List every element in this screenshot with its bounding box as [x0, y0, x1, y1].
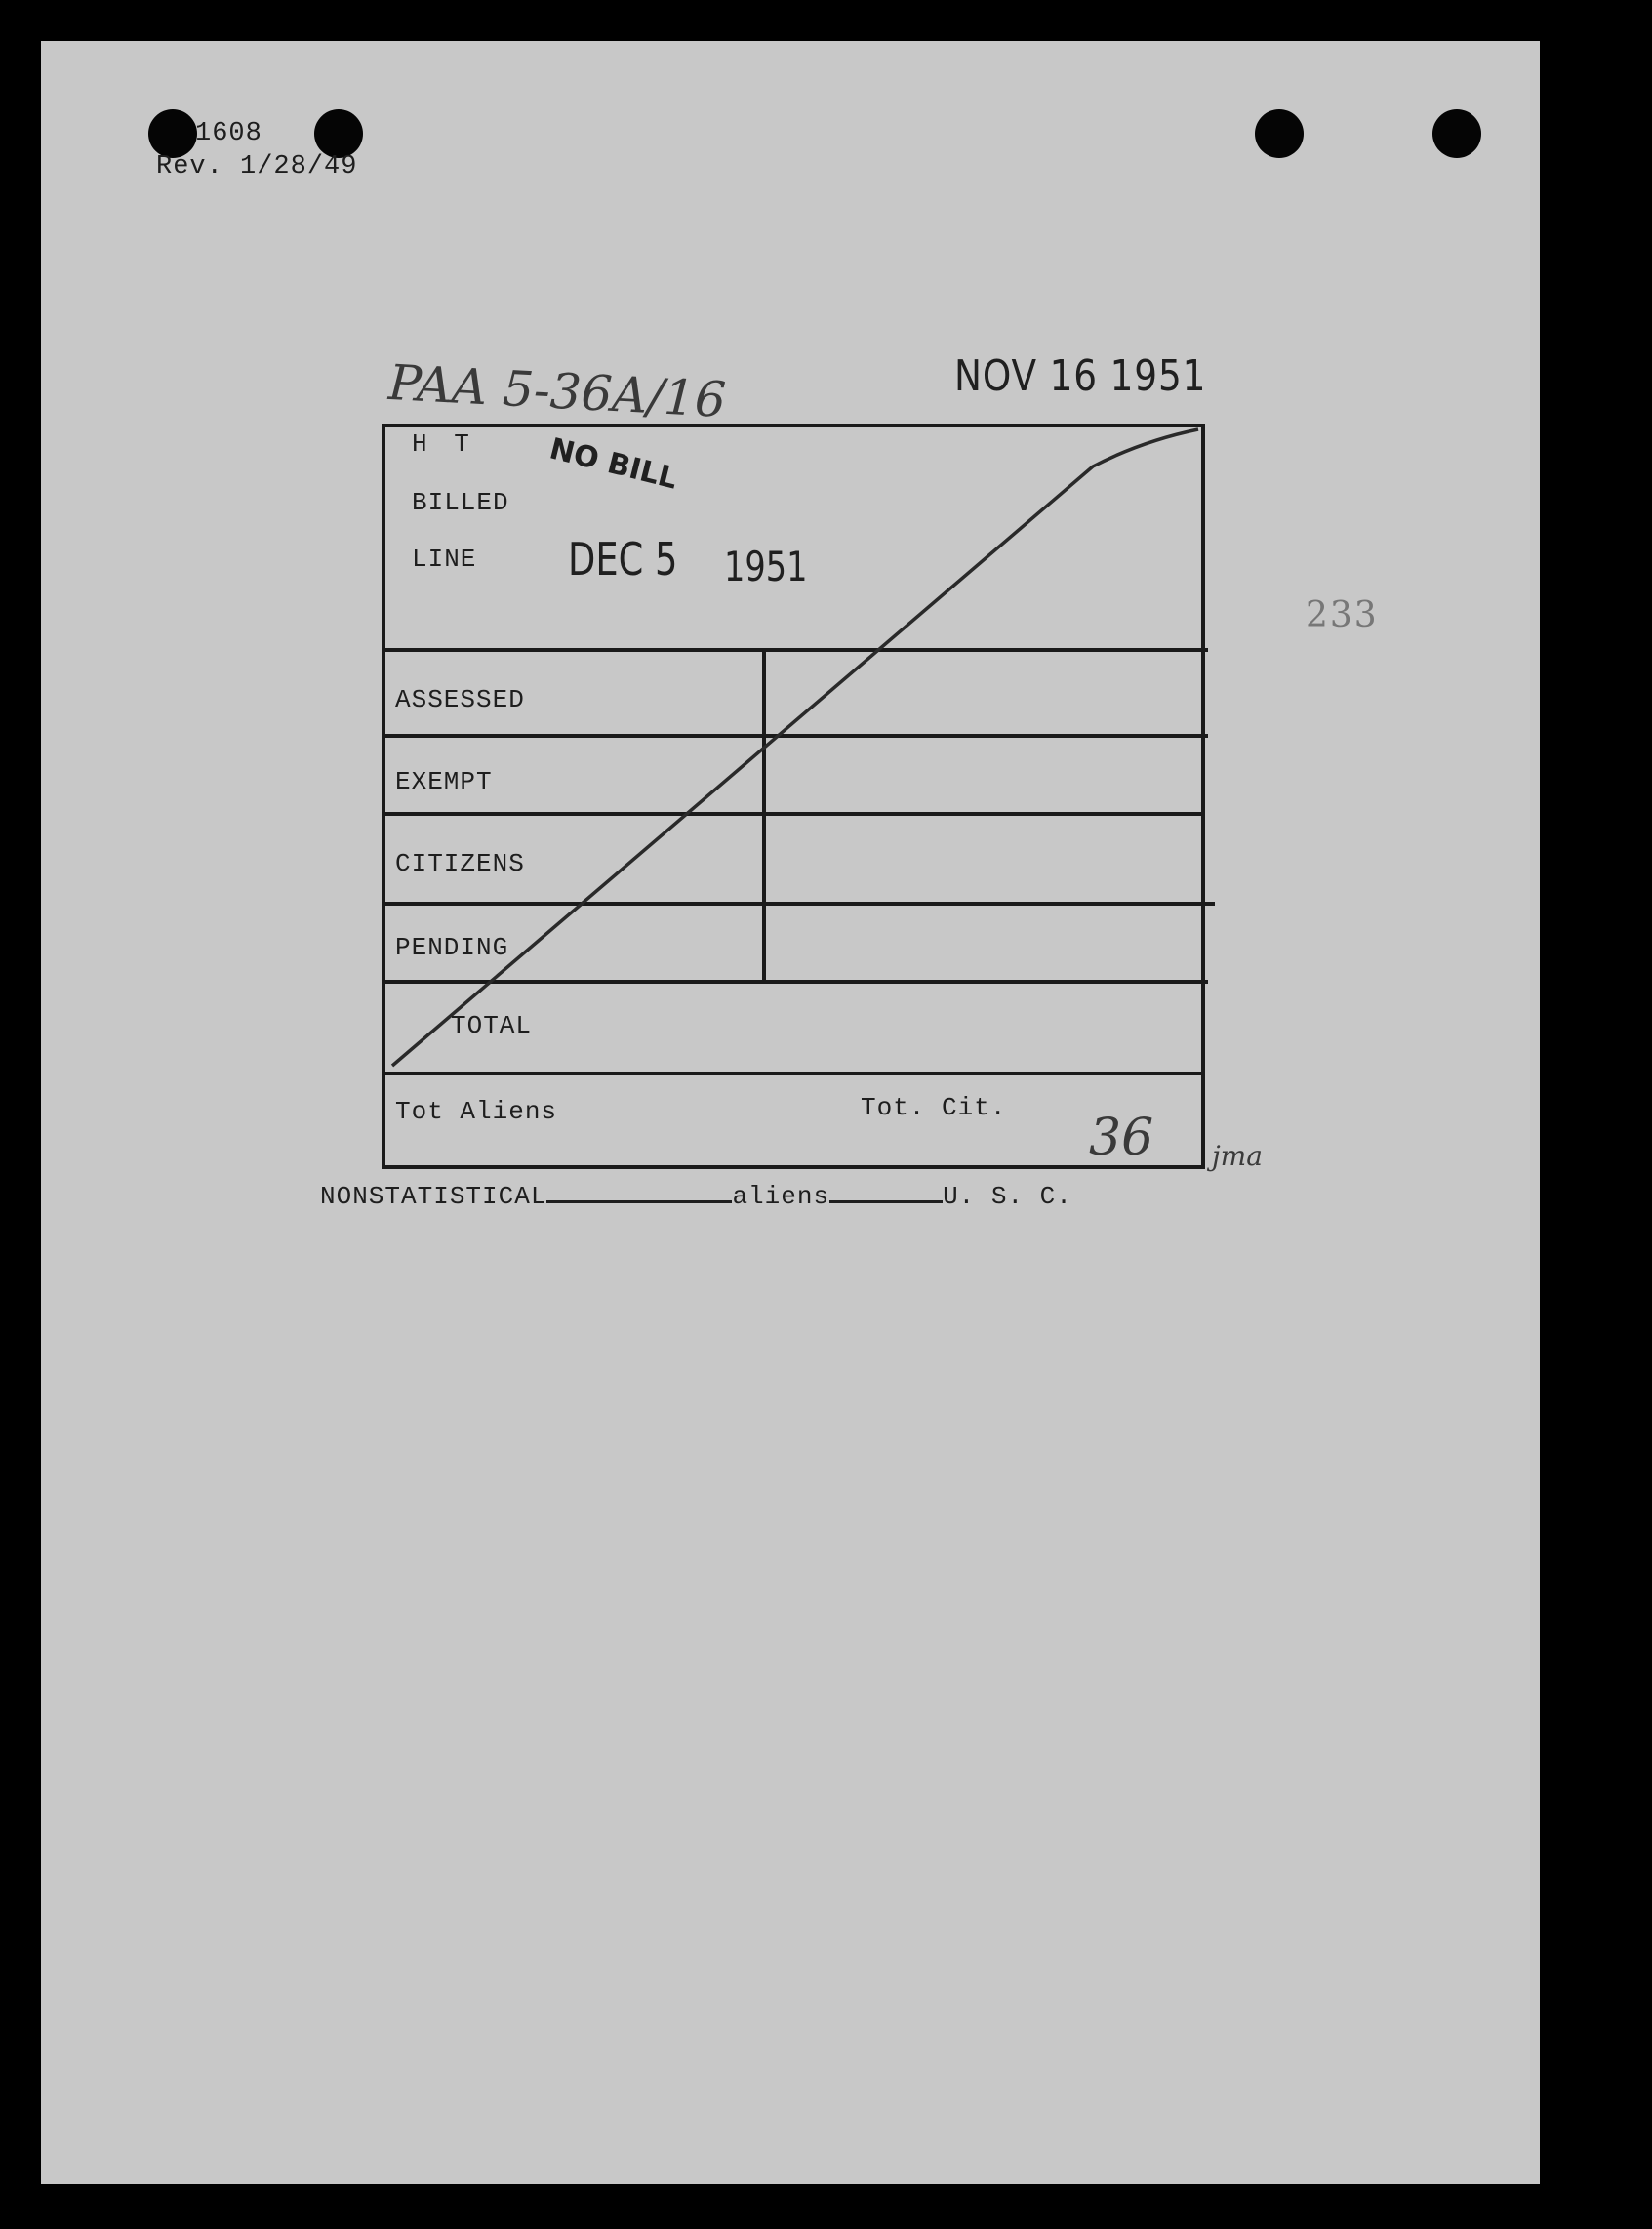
nonstatistical-label: NONSTATISTICAL: [320, 1182, 547, 1211]
aliens-blank: [829, 1181, 943, 1203]
row-label-line: LINE: [412, 545, 477, 574]
handwritten-reference: PAA 5-36A/16: [386, 353, 728, 429]
row-label-exempt: EXEMPT: [395, 767, 493, 796]
row-label-pending: PENDING: [395, 933, 509, 962]
side-number: 233: [1306, 595, 1379, 635]
form-number: 1608: [195, 119, 262, 148]
date-stamp-line-year: 1951: [724, 543, 808, 590]
nonstatistical-blank: [546, 1181, 732, 1203]
handwritten-initials: jma: [1212, 1140, 1263, 1172]
handwritten-count: 36: [1089, 1109, 1154, 1167]
row-label-assessed: ASSESSED: [395, 685, 525, 714]
no-bill-stamp: NO BILL: [545, 431, 681, 497]
date-stamp-top: NOV 16 1951: [954, 351, 1207, 401]
date-stamp-line-month: DEC 5: [568, 533, 678, 586]
aliens-label: aliens: [732, 1182, 830, 1211]
nonstatistical-line: [320, 1181, 1072, 1211]
row-label-billed: BILLED: [412, 488, 509, 517]
tot-cit-label: Tot. Cit.: [861, 1093, 1007, 1122]
row-label-total: TOTAL: [451, 1011, 533, 1040]
diagonal-strikeout-line: [392, 429, 1198, 1066]
row-label-ht: H T: [412, 429, 475, 459]
tot-aliens-label: Tot Aliens: [395, 1097, 558, 1126]
form-revision: Rev. 1/28/49: [156, 152, 358, 182]
usc-label: U. S. C.: [943, 1182, 1072, 1211]
row-label-citizens: CITIZENS: [395, 849, 525, 878]
